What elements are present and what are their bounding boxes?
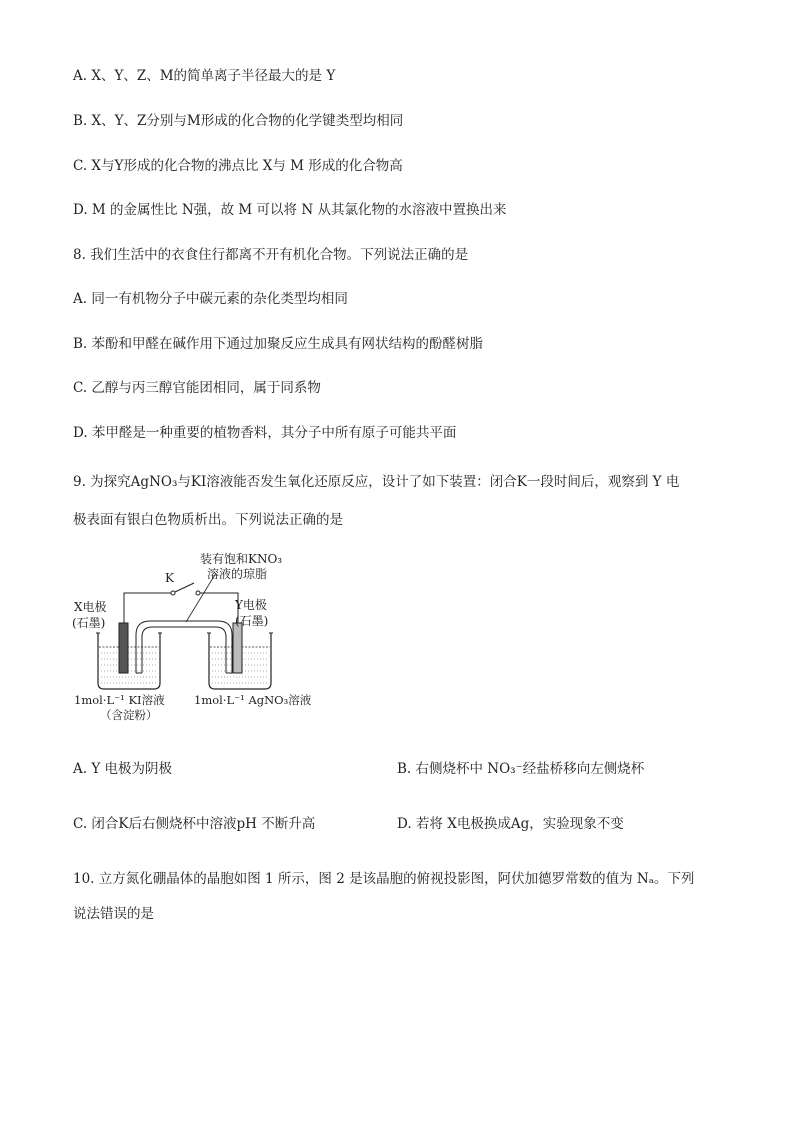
switch-contact-right <box>196 591 200 595</box>
q10-stem-line1: 10. 立方氮化硼晶体的晶胞如图 1 所示，图 2 是该晶胞的俯视投影图，阿伏加德罗常数的值为 Nₐ。下列 <box>73 871 695 887</box>
q9-option-b: B. 右侧烧杯中 NO₃⁻经盐桥移向左侧烧杯 <box>397 761 645 777</box>
q8-option-c: C. 乙醇与丙三醇官能团相同，属于同系物 <box>73 380 321 396</box>
right-solution-label: 1mol·L⁻¹ AgNO₃溶液 <box>194 693 312 707</box>
x-electrode-label-2: (石墨) <box>72 616 106 630</box>
left-solution-label: 1mol·L⁻¹ KI溶液 <box>74 693 165 707</box>
salt-bridge-inner <box>142 627 226 673</box>
q8-option-d: D. 苯甲醛是一种重要的植物香料，其分子中所有原子可能共平面 <box>73 425 457 441</box>
y-electrode-label-2: (石墨) <box>235 614 269 628</box>
salt-bridge-label-1: 装有饱和KNO₃ <box>200 552 283 566</box>
salt-bridge-label-2: 溶液的琼脂 <box>207 567 268 581</box>
q9-option-a: A. Y 电极为阴极 <box>73 761 173 777</box>
q7-option-b: B. X、Y、Z分别与M形成的化合物的化学键类型均相同 <box>73 113 404 129</box>
y-electrode <box>233 623 242 673</box>
switch-label: K <box>165 571 174 585</box>
q9-option-c: C. 闭合K后右侧烧杯中溶液pH 不断升高 <box>73 816 316 832</box>
left-solution-note: （含淀粉） <box>100 708 158 722</box>
x-electrode-label-1: X电极 <box>74 600 107 614</box>
q7-option-a: A. X、Y、Z、M的简单离子半径最大的是 Y <box>73 68 336 84</box>
q9-option-d: D. 若将 X电极换成Ag，实验现象不变 <box>397 816 624 832</box>
switch-contact-left <box>171 591 175 595</box>
switch-lever <box>175 583 194 592</box>
q7-option-c: C. X与Y形成的化合物的沸点比 X与 M 形成的化合物高 <box>73 158 403 174</box>
q8-stem: 8. 我们生活中的衣食住行都离不开有机化合物。下列说法正确的是 <box>73 247 469 263</box>
q8-option-a: A. 同一有机物分子中碳元素的杂化类型均相同 <box>73 291 348 307</box>
x-electrode <box>119 623 128 673</box>
wire-right <box>200 593 238 623</box>
q10-stem-line2: 说法错误的是 <box>73 906 154 922</box>
wire-left <box>124 593 171 623</box>
q9-stem-line2: 极表面有银白色物质析出。下列说法正确的是 <box>73 512 343 528</box>
electrochemical-cell-diagram <box>66 545 328 725</box>
q9-stem-line1: 9. 为探究AgNO₃与KI溶液能否发生氧化还原反应，设计了如下装置：闭合K一段时间后，观察到 Y 电 <box>73 474 680 490</box>
q7-option-d: D. M 的金属性比 N强，故 M 可以将 N 从其氯化物的水溶液中置换出来 <box>73 202 507 218</box>
left-beaker <box>98 633 160 689</box>
q8-option-b: B. 苯酚和甲醛在碱作用下通过加聚反应生成具有网状结构的酚醛树脂 <box>73 336 484 352</box>
y-electrode-label-1: Y电极 <box>235 598 267 612</box>
